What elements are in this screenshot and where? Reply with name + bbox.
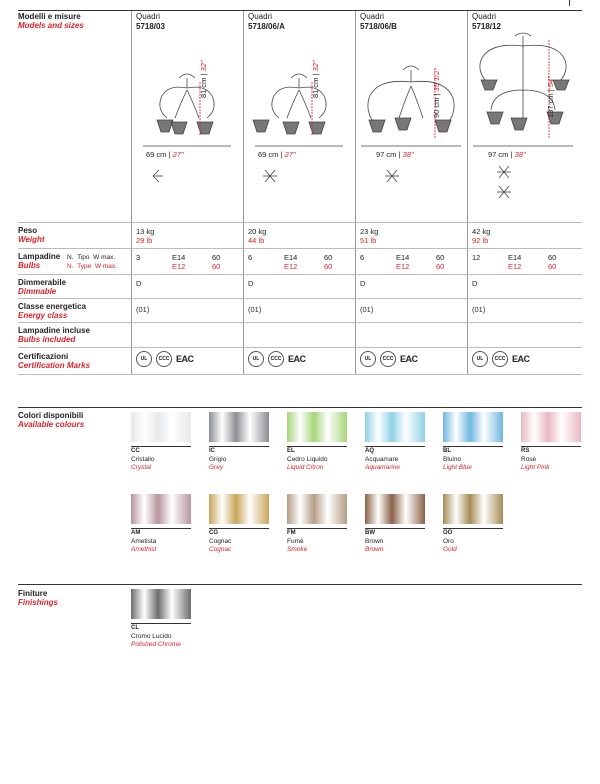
weight-cell: 42 kg 92 lb [472,227,491,245]
chandelier-drawing [355,30,467,220]
model-header: Quadri 5718/03 [136,12,165,31]
swatch-name: Rosè [521,456,537,463]
bulbs-watt: 60 60 [212,253,221,271]
weight-label: Peso Weight [18,226,45,244]
swatch-underline [287,446,347,447]
model-header: Quadri 5718/06/A [248,12,285,31]
swatch-name: Oro [443,538,454,545]
bulbs-type: E14 E12 [172,253,186,271]
bulbs-watt: 60 60 [548,253,557,271]
dimmable-cell: D [136,279,142,288]
ccc-mark-icon: CCC [492,351,508,367]
swatch-name-en: Aquamarine [365,464,401,471]
swatch-underline [131,446,191,447]
swatch-name-en: Cognac [209,546,232,553]
swatch-code: RS [521,448,530,454]
bulbs-type: E14 E12 [284,253,298,271]
eac-mark-icon: EAC [288,354,306,364]
swatch-underline [521,446,581,447]
energy-cell: (01) [248,305,262,314]
swatch-code: BL [443,448,451,454]
height-dimension: 81 cm | 32" [311,60,320,98]
swatch-underline [365,446,425,447]
models-label: Modelli e misure Models and sizes [18,12,84,30]
height-dimension: 81 cm | 32" [199,60,208,98]
dimmable-cell: D [472,279,478,288]
cert-label: Certificazioni Certification Marks [18,352,91,370]
swatch-underline [131,623,191,624]
colour-swatch [287,494,347,524]
bulbs-count: 6 [248,253,253,262]
swatch-code: CC [131,448,140,454]
swatch-name: Ametista [131,538,157,545]
bulbs-watt: 60 60 [436,253,445,271]
swatch-underline [131,528,191,529]
swatch-name-en: Polished Chrome [131,641,181,648]
cert-marks [472,350,530,368]
swatch-code: CL [131,625,139,631]
colour-swatch [131,412,191,442]
colours-rule [18,407,582,408]
width-dimension: 97 cm | 38" [488,150,526,159]
colour-swatch [365,494,425,524]
energy-cell: (01) [360,305,374,314]
eac-mark-icon: EAC [400,354,418,364]
ccc-mark-icon: CCC [380,351,396,367]
swatch-underline [209,446,269,447]
chandelier-drawing [243,30,355,220]
bulbs-watt: 60 60 [324,253,333,271]
weight-cell: 23 kg 51 lb [360,227,379,245]
colour-swatch [443,494,503,524]
dimmable-cell: D [248,279,254,288]
swatch-name: Cristallo [131,456,155,463]
bulbs-count: 3 [136,253,141,262]
ul-mark-icon: UL [248,351,264,367]
ul-mark-icon: UL [136,351,152,367]
swatch-name-en: Liquid Citron [287,464,324,471]
dimmable-cell: D [360,279,366,288]
eac-mark-icon: EAC [176,354,194,364]
swatch-name-en: Light Pink [521,464,550,471]
energy-cell: (01) [472,305,486,314]
finishes-label: Finiture Finishings [18,589,58,607]
row-rule [18,322,582,323]
ul-mark-icon: UL [472,351,488,367]
swatch-name-en: Amethist [131,546,157,553]
colour-swatch [131,494,191,524]
swatch-code: BW [365,530,375,536]
swatch-code: AQ [365,448,374,454]
swatch-name-en: Gold [443,546,457,553]
weight-cell: 13 kg 29 lb [136,227,155,245]
ul-mark-icon: UL [360,351,376,367]
row-rule [18,374,582,375]
swatch-name: Acquamare [365,456,399,463]
swatch-code: CG [209,530,218,536]
swatch-name: Bluino [443,456,462,463]
row-rule [18,222,582,223]
finishes-rule [18,584,582,585]
height-dimension: 90 cm | 35 1/2" [432,67,441,118]
swatch-name: Cognac [209,538,232,545]
bulbs-count: 12 [472,253,481,262]
chandelier-drawing [131,30,243,220]
swatch-name: Cromo Lucido [131,633,172,640]
swatch-underline [209,528,269,529]
model-header: Quadri 5718/06/B [360,12,397,31]
ccc-mark-icon: CCC [156,351,172,367]
bulbs-type: E14 E12 [396,253,410,271]
row-rule [18,298,582,299]
colour-swatch [209,494,269,524]
swatch-underline [443,446,503,447]
swatch-name-en: Grey [209,464,224,471]
swatch-code: OO [443,530,453,536]
swatch-name-en: Smoke [287,546,308,553]
width-dimension: 97 cm | 38" [376,150,414,159]
swatch-code: AM [131,530,141,536]
chandelier-drawing [467,30,579,220]
colour-swatch [521,412,581,442]
swatch-code: FM [287,530,296,536]
swatch-code: EL [287,448,295,454]
row-rule [18,248,582,249]
colour-swatch [287,412,347,442]
colour-swatch [443,412,503,442]
bulbs-label: Lampadine Bulbs [18,252,61,270]
colour-swatch [131,589,191,619]
swatch-name: Cedro Liquido [287,456,328,463]
swatch-name-en: Crystal [131,464,152,471]
row-rule [18,347,582,348]
swatch-code: IC [209,448,215,454]
ccc-mark-icon: CCC [268,351,284,367]
swatch-underline [365,528,425,529]
model-header: Quadri 5718/12 [472,12,501,31]
energy-cell: (01) [136,305,150,314]
cert-marks [248,350,306,368]
colours-label: Colori disponibili Available colours [18,411,85,429]
width-dimension: 69 cm | 27" [146,150,184,159]
bulbs-included-label: Lampadine incluse Bulbs included [18,326,91,344]
swatch-name-en: Brown [365,546,384,553]
energy-label: Classe energetica Energy class [18,302,87,320]
cert-marks [136,350,194,368]
row-rule [18,274,582,275]
swatch-underline [287,528,347,529]
cert-marks [360,350,418,368]
page-edge-mark [569,0,570,6]
weight-cell: 20 kg 44 lb [248,227,267,245]
swatch-name: Brown [365,538,384,545]
swatch-underline [443,528,503,529]
width-dimension: 69 cm | 27" [258,150,296,159]
swatch-name: Fumè [287,538,304,545]
bulbs-subheader-en: N. Type W max. [67,263,117,270]
eac-mark-icon: EAC [512,354,530,364]
height-dimension: 137 cm | 54" [546,76,555,118]
bulbs-count: 6 [360,253,365,262]
swatch-name-en: Light Blue [443,464,472,471]
dimmable-label: Dimmerabile Dimmable [18,278,67,296]
bulbs-type: E14 E12 [508,253,522,271]
bulbs-subheader: N. Tipo W max. [67,254,116,261]
swatch-name: Grigio [209,456,227,463]
colour-swatch [209,412,269,442]
table-top-rule [18,10,582,11]
colour-swatch [365,412,425,442]
